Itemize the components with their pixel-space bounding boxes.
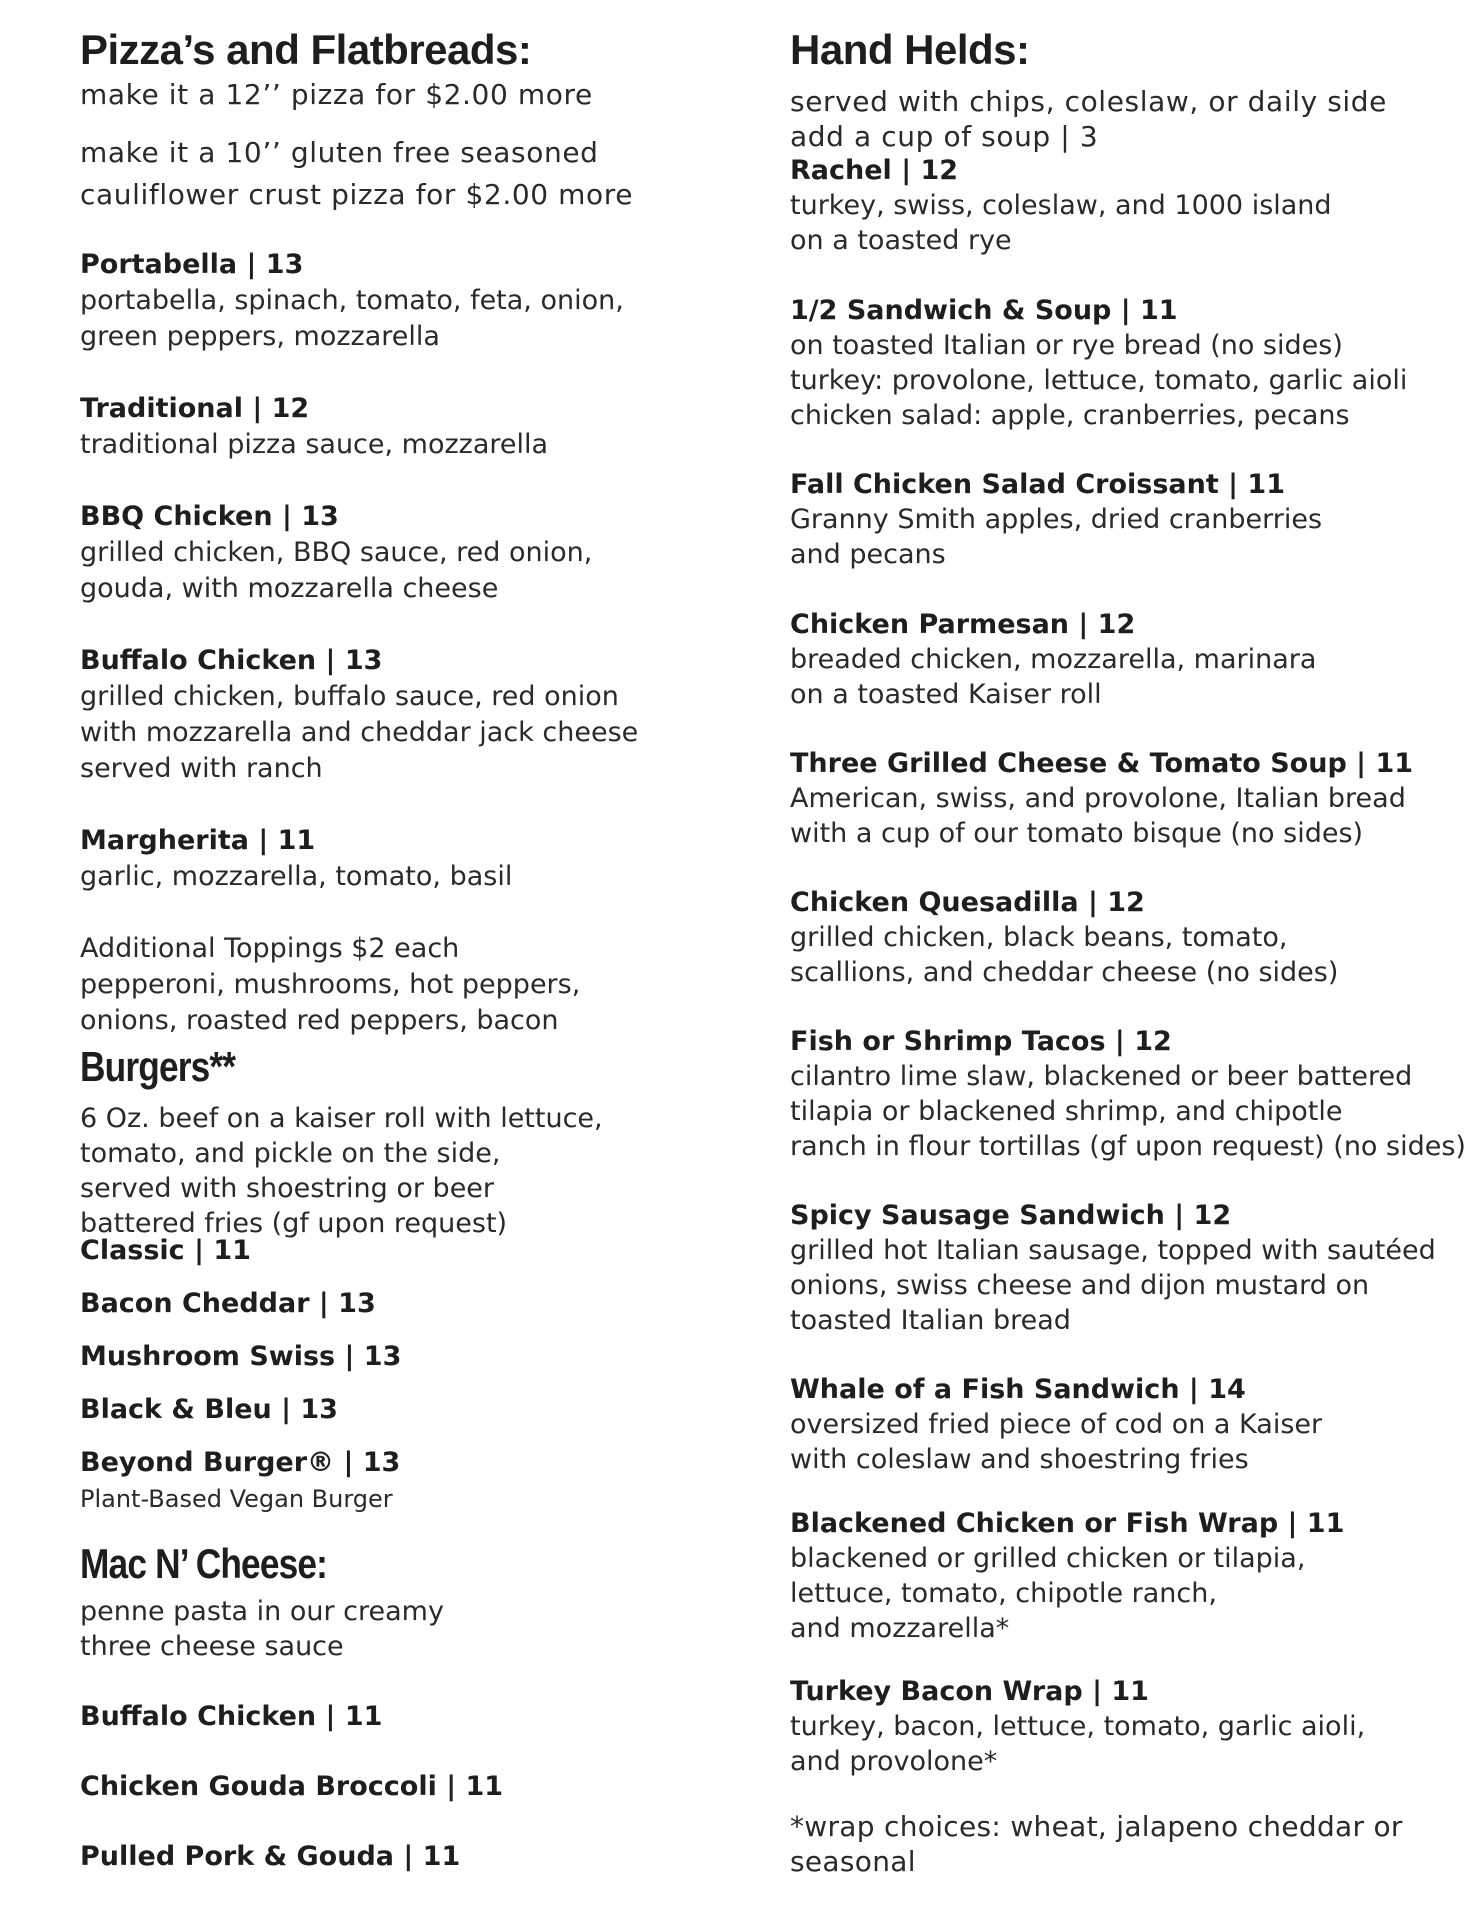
menu-item-desc: on toasted Italian or rye bread (no sides): [790, 330, 1343, 361]
menu-item-desc: with a cup of our tomato bisque (no sides): [790, 818, 1364, 849]
menu-item-desc: tilapia or blackened shrimp, and chipotle: [790, 1096, 1343, 1127]
menu-item-desc: Granny Smith apples, dried cranberries: [790, 504, 1323, 535]
burgers-desc: 6 Oz. beef on a kaiser roll with lettuce,: [80, 1103, 603, 1134]
menu-item-name: Portabella | 13: [80, 249, 304, 280]
mac-item: Buffalo Chicken | 11: [80, 1701, 383, 1732]
burgers-desc: battered fries (gf upon request): [80, 1208, 508, 1239]
menu-item-desc: blackened or grilled chicken or tilapia,: [790, 1543, 1306, 1574]
menu-item-desc: green peppers, mozzarella: [80, 321, 440, 352]
menu-item-desc: toasted Italian bread: [790, 1305, 1071, 1336]
menu-item-name: Fish or Shrimp Tacos | 12: [790, 1026, 1172, 1057]
burger-item: Classic | 11: [80, 1235, 251, 1266]
menu-item-desc: oversized fried piece of cod on a Kaiser: [790, 1409, 1323, 1440]
menu-item-desc: and provolone*: [790, 1746, 998, 1777]
menu-item-desc: with mozzarella and cheddar jack cheese: [80, 717, 639, 748]
menu-item-name: Whale of a Fish Sandwich | 14: [790, 1374, 1246, 1405]
handhelds-heading: Hand Helds:: [790, 26, 1030, 73]
menu-item-desc: cilantro lime slaw, blackened or beer battered: [790, 1061, 1413, 1092]
burgers-desc: served with shoestring or beer: [80, 1173, 495, 1204]
burger-item: Bacon Cheddar | 13: [80, 1288, 376, 1319]
menu-item-name: BBQ Chicken | 13: [80, 501, 339, 532]
menu-item-desc: turkey, swiss, coleslaw, and 1000 island: [790, 190, 1332, 221]
menu-item-name: Chicken Parmesan | 12: [790, 609, 1136, 640]
menu-item-name: 1/2 Sandwich & Soup | 11: [790, 295, 1178, 326]
pizza-note-gluten-free-2: cauliflower crust pizza for $2.00 more: [80, 178, 634, 211]
menu-item-desc: grilled chicken, black beans, tomato,: [790, 922, 1288, 953]
menu-item-desc: and pecans: [790, 539, 946, 570]
menu-item-desc: grilled hot Italian sausage, topped with sautéed: [790, 1235, 1436, 1266]
menu-item-desc: with coleslaw and shoestring fries: [790, 1444, 1249, 1475]
burger-item: Mushroom Swiss | 13: [80, 1341, 402, 1372]
menu-item-name: Traditional | 12: [80, 393, 310, 424]
wrap-choices-note: *wrap choices: wheat, jalapeno cheddar or: [790, 1810, 1403, 1843]
menu-item-desc: American, swiss, and provolone, Italian bread: [790, 783, 1406, 814]
menu-item-desc: breaded chicken, mozzarella, marinara: [790, 644, 1317, 675]
burgers-heading: Burgers**: [80, 1043, 236, 1090]
menu-item-desc: traditional pizza sauce, mozzarella: [80, 429, 549, 460]
menu-item-desc: chicken salad: apple, cranberries, pecans: [790, 400, 1350, 431]
pizza-note-gluten-free: make it a 10’’ gluten free seasoned: [80, 136, 599, 169]
menu-item-name: Turkey Bacon Wrap | 11: [790, 1676, 1149, 1707]
menu-item-desc: grilled chicken, BBQ sauce, red onion,: [80, 537, 593, 568]
menu-item-desc: and mozzarella*: [790, 1613, 1010, 1644]
mac-heading: Mac N’ Cheese:: [80, 1540, 328, 1587]
menu-item-name: Spicy Sausage Sandwich | 12: [790, 1200, 1232, 1231]
menu-item-desc: on a toasted Kaiser roll: [790, 679, 1102, 710]
burgers-desc: tomato, and pickle on the side,: [80, 1138, 501, 1169]
menu-item-desc: lettuce, tomato, chipotle ranch,: [790, 1578, 1217, 1609]
mac-desc: penne pasta in our creamy: [80, 1596, 444, 1627]
menu-item-desc: on a toasted rye: [790, 225, 1012, 256]
menu-item-name: Fall Chicken Salad Croissant | 11: [790, 469, 1285, 500]
pizza-heading: Pizza’s and Flatbreads:: [80, 26, 532, 73]
mac-item: Pulled Pork & Gouda | 11: [80, 1841, 461, 1872]
beyond-burger-note: Plant-Based Vegan Burger: [80, 1485, 393, 1513]
burger-item: Black & Bleu | 13: [80, 1394, 338, 1425]
menu-item-desc: ranch in flour tortillas (gf upon request) (no sides): [790, 1131, 1466, 1162]
menu-item-desc: scallions, and cheddar cheese (no sides): [790, 957, 1339, 988]
menu-item-desc: turkey, bacon, lettuce, tomato, garlic aioli,: [790, 1711, 1366, 1742]
menu-item-name: Rachel | 12: [790, 155, 959, 186]
menu-item-desc: turkey: provolone, lettuce, tomato, garlic aioli: [790, 365, 1408, 396]
menu-item-name: Three Grilled Cheese & Tomato Soup | 11: [790, 748, 1414, 779]
mac-item: Chicken Gouda Broccoli | 11: [80, 1771, 504, 1802]
menu-item-name: Chicken Quesadilla | 12: [790, 887, 1145, 918]
handhelds-soup-note: add a cup of soup | 3: [790, 120, 1099, 153]
menu-item-desc: grilled chicken, buffalo sauce, red onion: [80, 681, 619, 712]
toppings-title: Additional Toppings $2 each: [80, 933, 460, 964]
menu-item-name: Buffalo Chicken | 13: [80, 645, 383, 676]
pizza-note-12in: make it a 12’’ pizza for $2.00 more: [80, 78, 593, 111]
menu-item-desc: portabella, spinach, tomato, feta, onion,: [80, 285, 624, 316]
wrap-choices-note: seasonal: [790, 1845, 916, 1878]
menu-item-desc: onions, swiss cheese and dijon mustard on: [790, 1270, 1370, 1301]
menu-item-desc: gouda, with mozzarella cheese: [80, 573, 499, 604]
toppings-list: pepperoni, mushrooms, hot peppers,: [80, 969, 581, 1000]
mac-desc: three cheese sauce: [80, 1631, 344, 1662]
menu-item-name: Margherita | 11: [80, 825, 316, 856]
handhelds-sides-note: served with chips, coleslaw, or daily side: [790, 85, 1388, 118]
toppings-list: onions, roasted red peppers, bacon: [80, 1005, 559, 1036]
menu-item-desc: served with ranch: [80, 753, 323, 784]
menu-item-name: Blackened Chicken or Fish Wrap | 11: [790, 1508, 1345, 1539]
menu-item-desc: garlic, mozzarella, tomato, basil: [80, 861, 513, 892]
burger-item: Beyond Burger® | 13: [80, 1447, 401, 1478]
